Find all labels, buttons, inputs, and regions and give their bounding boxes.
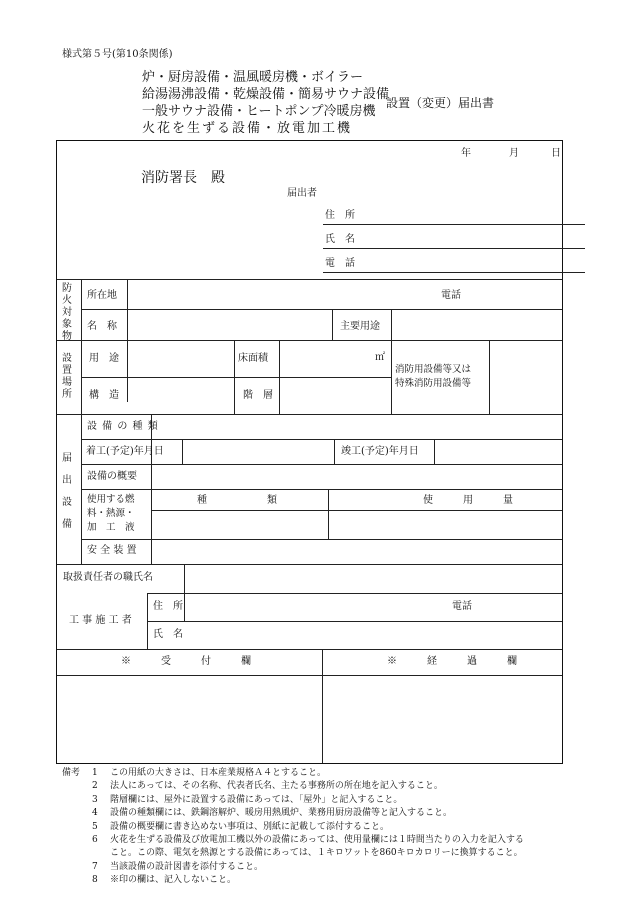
col-divider	[234, 340, 235, 414]
row-divider	[57, 414, 562, 415]
row-divider	[57, 675, 562, 676]
col-divider	[147, 593, 148, 649]
note-item: 3 階層欄には、屋外に設置する設備にあっては、「屋外」と記入すること。	[92, 794, 403, 805]
date-year: 年	[461, 148, 471, 159]
section-label-target: 防 火 対 象 物	[62, 283, 72, 342]
progress-header: ※ 経 過 欄	[387, 656, 517, 667]
col-divider	[391, 340, 392, 414]
row-divider	[57, 649, 562, 650]
note-item: 5 設備の概要欄に書き込めない事項は、別紙に記載して添付すること。	[92, 821, 390, 832]
fuel-label: 加 工 液	[87, 522, 135, 533]
col-divider	[391, 309, 392, 340]
fire-equipment-label: 消防用設備等又は	[395, 364, 472, 375]
name-line[interactable]	[323, 248, 585, 249]
title-line: 給湯湯沸設備・乾燥設備・簡易サウナ設備	[142, 87, 390, 102]
date-day: 日	[551, 148, 561, 159]
col-divider	[127, 279, 128, 402]
col-divider	[489, 340, 490, 414]
col-divider	[332, 309, 333, 340]
floor-area-label: 床面積	[238, 353, 268, 364]
row-divider	[57, 279, 562, 280]
col-divider	[322, 649, 323, 763]
note-item: 7 当該設備の設計図書を添付すること。	[92, 861, 264, 872]
row-divider	[57, 340, 562, 341]
kind-header: 種 類	[197, 495, 277, 506]
contractor-address-label: 住 所	[153, 601, 183, 612]
col-divider	[434, 439, 435, 464]
area-unit: ㎡	[375, 352, 385, 363]
section-label-equipment: 届 出 設 備	[62, 453, 72, 530]
date-month: 月	[509, 148, 519, 159]
main-use-label: 主要用途	[340, 321, 380, 332]
row-divider	[81, 464, 562, 465]
fuel-label: 使用する燃	[87, 494, 135, 505]
row-divider	[81, 489, 562, 490]
col-divider	[81, 279, 82, 564]
form-title	[142, 69, 389, 137]
col-divider	[151, 414, 152, 564]
title-suffix: 設置（変更）届出書	[386, 96, 495, 110]
form-frame	[56, 140, 563, 764]
use-label: 用 途	[89, 353, 119, 364]
title-line: 火花を生ずる設備・放電加工機	[142, 121, 353, 136]
contractor-label: 工 事 施 工 者	[69, 615, 132, 626]
notes	[62, 767, 524, 888]
note-item: 4 設備の種類欄には、鉄鋼溶解炉、暖房用熱風炉、業務用厨房設備等と記入すること。	[92, 808, 453, 819]
overview-label: 設備の概要	[87, 471, 137, 482]
receipt-header: ※ 受 付 欄	[121, 656, 251, 667]
target-phone-label: 電話	[441, 290, 461, 301]
address-line[interactable]	[323, 224, 585, 225]
title-line: 一般サウナ設備・ヒートポンプ冷暖房機	[142, 104, 376, 119]
note-item: こと。この際、電気を熱源とする設備にあっては、１キロワットを860キロカロリーに換算すること。	[110, 848, 523, 859]
applicant-label: 届出者	[287, 188, 317, 199]
contractor-phone-label: 電話	[452, 601, 472, 612]
contractor-name-label: 氏 名	[153, 629, 183, 640]
structure-label: 構 造	[89, 390, 119, 401]
applicant-name-label: 氏 名	[325, 234, 355, 245]
row-divider	[147, 593, 562, 594]
row-divider	[57, 564, 562, 565]
form-number: 様式第５号(第10条関係)	[62, 49, 173, 60]
note-item: 8 ※印の欄は、記入しないこと。	[92, 875, 237, 886]
row-divider	[81, 309, 562, 310]
note-item: 6 火花を生ずる設備及び放電加工機以外の設備にあっては、使用量欄には１時間当たりの入力を記入する	[92, 835, 524, 846]
safety-label: 安 全 装 置	[87, 545, 137, 556]
equipment-type-label: 設 備 の 種 類	[87, 421, 159, 432]
amount-header: 使 用 量	[423, 495, 513, 506]
col-divider	[334, 439, 335, 464]
col-divider	[279, 340, 280, 414]
finish-date-label: 竣工(予定)年月日	[341, 446, 419, 457]
phone-line[interactable]	[323, 272, 585, 273]
row-divider	[147, 621, 562, 622]
col-divider	[328, 489, 329, 539]
location-label: 所在地	[87, 290, 117, 301]
title-line: 炉・厨房設備・温風暖房機・ボイラー	[142, 70, 364, 85]
fuel-label: 料・熱源・	[87, 508, 135, 519]
applicant-phone-label: 電 話	[325, 258, 355, 269]
col-divider	[182, 439, 183, 464]
start-date-label: 着工(予定)年月日	[86, 446, 164, 457]
manager-label: 取扱責任者の職氏名	[63, 572, 153, 583]
applicant-address-label: 住 所	[325, 210, 355, 221]
floor-label: 階 層	[243, 390, 273, 401]
note-item: 備考 1 この用紙の大きさは、日本産業規格Ａ４とすること。	[62, 768, 327, 778]
section-label-place: 設 置 場 所	[62, 353, 72, 400]
addressee: 消防署長 殿	[141, 170, 225, 186]
target-name-label: 名 称	[87, 321, 117, 332]
fire-equipment-label: 特殊消防用設備等	[395, 378, 472, 389]
row-divider	[151, 510, 562, 511]
note-item: 2 法人にあっては、その名称、代表者氏名、主たる事務所の所在地を記入すること。	[92, 781, 443, 792]
row-divider	[81, 539, 562, 540]
row-divider	[81, 439, 562, 440]
